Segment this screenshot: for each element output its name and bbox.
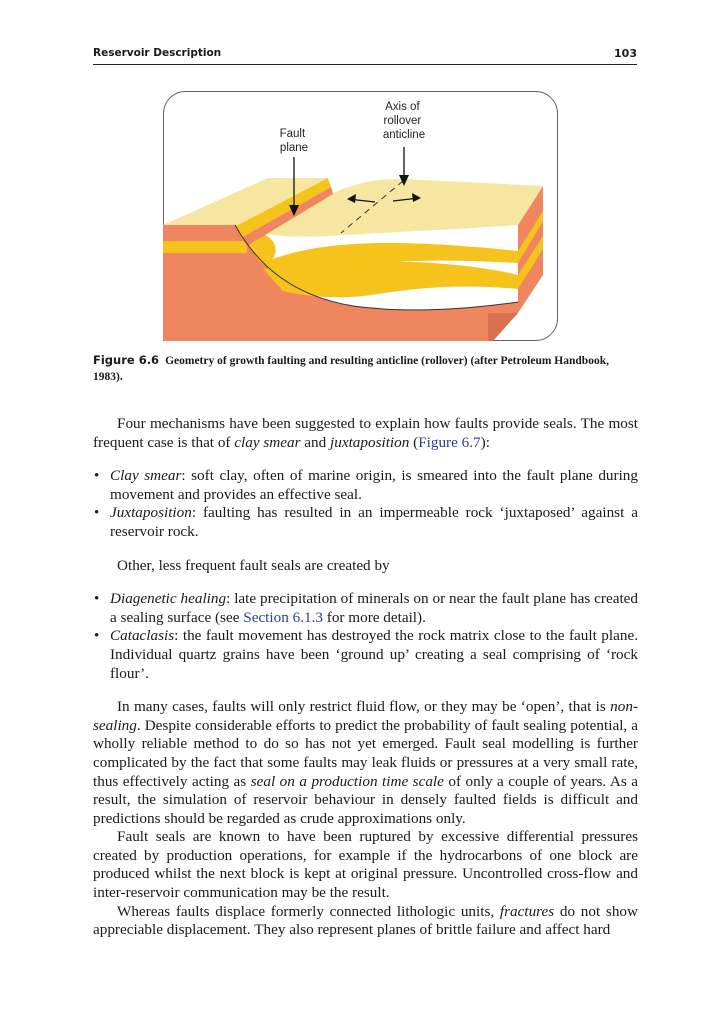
- downthrown-sand-layer: [163, 241, 247, 253]
- page-number: 103: [614, 47, 637, 60]
- label-axis-rollover-anticline: Axis of rollover anticline: [382, 101, 426, 141]
- bullet-list-seals: [93, 467, 638, 541]
- bullet-clay-smear: • Clay smear: soft clay, often of marine origin, is smeared into the fault plane during movement and provides an effective seal.: [93, 467, 638, 504]
- paragraph-fractures: Whereas faults displace formerly connected lithologic units, fractures do not show appreciable displacement. They also represent planes of brittle failure and affect hard: [93, 902, 638, 939]
- label-fault-plane: Fault plane: [279, 128, 309, 154]
- figure-number: Figure 6.6: [93, 353, 160, 367]
- paragraph-mechanisms: Four mechanisms have been suggested to explain how faults provide seals. The most frequent case is that of clay smear and juxtaposition (Figure 6.7):: [93, 415, 638, 451]
- running-header: [93, 46, 637, 65]
- bullet-cataclasis: • Cataclasis: the fault movement has destroyed the rock matrix close to the fault plane. Individual quartz grains have been ‘ground up’ creating a seal comprising of ‘rock flour’.: [93, 627, 638, 683]
- figure-growth-fault-diagram: [163, 91, 558, 341]
- growth-fault-svg: [163, 91, 558, 341]
- figure-6-7-link[interactable]: Figure 6.7: [418, 433, 481, 451]
- section-6-1-3-link[interactable]: Section 6.1.3: [243, 608, 323, 626]
- paragraph-ruptured-seals: Fault seals are known to have been ruptured by excessive differential pressures created by production operations, for example if the hydrocarbons of one block are produced whilst the next block is kept at original pressure. Uncontrolled cross-flow and inter-reservoir communication may be the result.: [93, 828, 638, 902]
- bullet-list-other-seals: [93, 590, 638, 683]
- paragraph-less-frequent: Other, less frequent fault seals are created by: [117, 556, 390, 574]
- running-header-title: Reservoir Description: [93, 47, 222, 59]
- bullet-diagenetic-healing: • Diagenetic healing: late precipitation of minerals on or near the fault plane has created a sealing surface (see Section 6.1.3 for more detail).: [93, 590, 638, 627]
- bullet-juxtaposition: • Juxtaposition: faulting has resulted in an impermeable rock ‘juxtaposed’ against a reservoir rock.: [93, 504, 638, 541]
- paragraph-non-sealing: In many cases, faults will only restrict fluid flow, or they may be ‘open’, that is non-sealing. Despite considerable efforts to predict the probability of fault sealing potential, a wholly reliable method to do so has not yet emerged. Fault seal modelling is further complicated by the fact that some faults may leak fluids or pressures at a very small rate, thus effectively acting as seal on a production time scale of only a couple of years. As a result, the simulation of reservoir behaviour in densely faulted fields is difficult and predictions should be regarded as crude approximations only.: [93, 698, 638, 827]
- figure-caption-text: Geometry of growth faulting and resulting anticline (rollover) (after Petroleum Handbook, 1983).: [93, 355, 609, 383]
- figure-caption: [93, 352, 638, 385]
- body-text: [93, 415, 638, 940]
